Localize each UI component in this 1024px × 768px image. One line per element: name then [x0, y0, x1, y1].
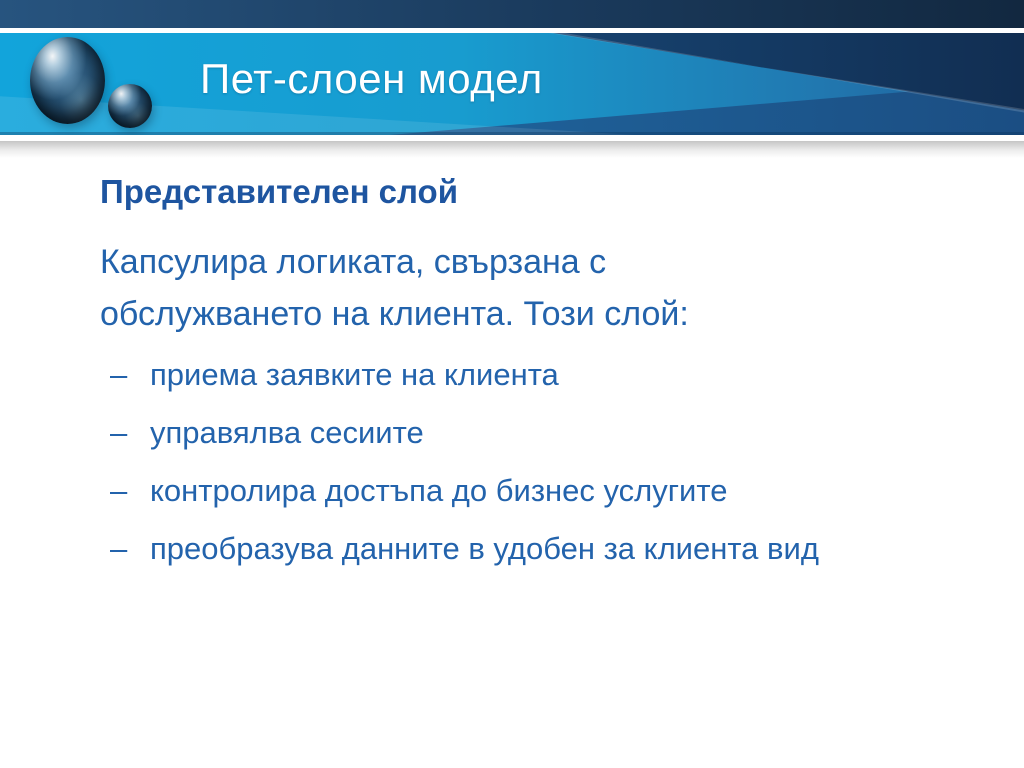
intro-paragraph-line-1: Капсулира логиката, свързана с [100, 243, 607, 281]
header-top-strip [0, 0, 1024, 28]
slide-title: Пет-слоен модел [200, 55, 543, 102]
bullet-text: управялва сесиите [150, 415, 424, 450]
bullet-text: приема заявките на клиента [150, 357, 559, 392]
header-drop-shadow [0, 141, 1024, 158]
bullet-dash: – [110, 531, 128, 566]
bullet-item [100, 523, 940, 575]
intro-paragraph [100, 236, 740, 340]
bullet-item [100, 349, 940, 401]
bullet-text: контролира достъпа до бизнес услугите [150, 473, 728, 508]
bullet-dash: – [110, 357, 128, 392]
section-heading: Представителен слой [100, 173, 459, 210]
header-title-band [0, 33, 1024, 135]
glossy-sphere-small-icon [108, 84, 152, 128]
intro-paragraph-line-2: обслужването на клиента. Този слой: [100, 295, 689, 333]
glossy-sphere-large-icon [30, 37, 105, 124]
bullet-text: преобразува данните в удобен за клиента вид [150, 531, 819, 566]
bullet-item [100, 407, 940, 459]
bullet-dash: – [110, 415, 128, 450]
bullet-list [100, 349, 940, 581]
bullet-dash: – [110, 473, 128, 508]
bullet-item [100, 465, 940, 517]
